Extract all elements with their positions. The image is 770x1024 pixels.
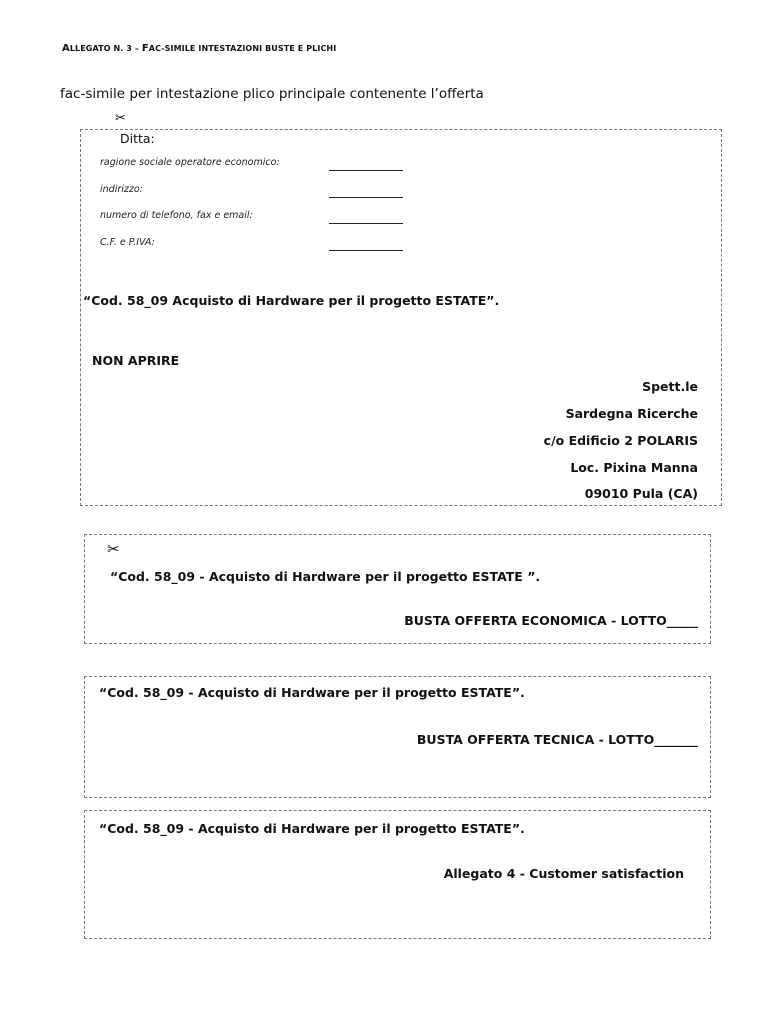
header-part-d: AC-SIMILE INTESTAZIONI BUSTE E PLICHI [148, 44, 337, 53]
tecnica-title: BUSTA OFFERTA TECNICA - LOTTO_______ [416, 732, 698, 747]
field-blank-cf-piva [329, 250, 403, 251]
document-header [62, 43, 336, 54]
field-label-cf-piva: C.F. e P.IVA: [100, 237, 155, 248]
allegato-box [84, 810, 711, 939]
subtitle: fac-simile per intestazione plico principale contenente l’offerta [60, 86, 484, 102]
economica-title: BUSTA OFFERTA ECONOMICA - LOTTO_____ [404, 613, 698, 628]
address-line-5: 09010 Pula (CA) [584, 486, 698, 501]
allegato-code-line: “Cod. 58_09 - Acquisto di Hardware per il progetto ESTATE”. [99, 821, 525, 836]
ditta-label: Ditta: [120, 131, 155, 146]
scissors-icon: ✂ [115, 111, 126, 126]
tecnica-code-line: “Cod. 58_09 - Acquisto di Hardware per il progetto ESTATE”. [99, 685, 525, 700]
field-label-telefono: numero di telefono, fax e email: [100, 210, 253, 221]
header-initial-f: F [141, 43, 149, 54]
code-line: “Cod. 58_09 Acquisto di Hardware per il progetto ESTATE”. [83, 293, 500, 308]
address-line-1: Spett.le [642, 379, 698, 394]
field-blank-ragione-sociale [329, 170, 403, 171]
busta-tecnica-box [84, 676, 711, 798]
address-line-3: c/o Edificio 2 POLARIS [543, 433, 698, 448]
allegato-title: Allegato 4 - Customer satisfaction [443, 866, 684, 881]
main-envelope-box [80, 129, 722, 506]
field-blank-indirizzo [329, 197, 403, 198]
non-aprire-label: NON APRIRE [92, 353, 180, 368]
busta-economica-box [84, 534, 711, 644]
field-blank-telefono [329, 223, 403, 224]
economica-code-line: “Cod. 58_09 - Acquisto di Hardware per il progetto ESTATE ”. [110, 569, 541, 584]
header-part-b: LLEGATO N. 3 – [69, 44, 142, 53]
address-line-4: Loc. Pixina Manna [570, 460, 698, 475]
header-initial-a: A [62, 43, 70, 54]
address-line-2: Sardegna Ricerche [565, 406, 698, 421]
field-label-indirizzo: indirizzo: [100, 184, 143, 195]
scissors-icon-2: ✂ [107, 540, 120, 558]
field-label-ragione-sociale: ragione sociale operatore economico: [100, 157, 280, 168]
